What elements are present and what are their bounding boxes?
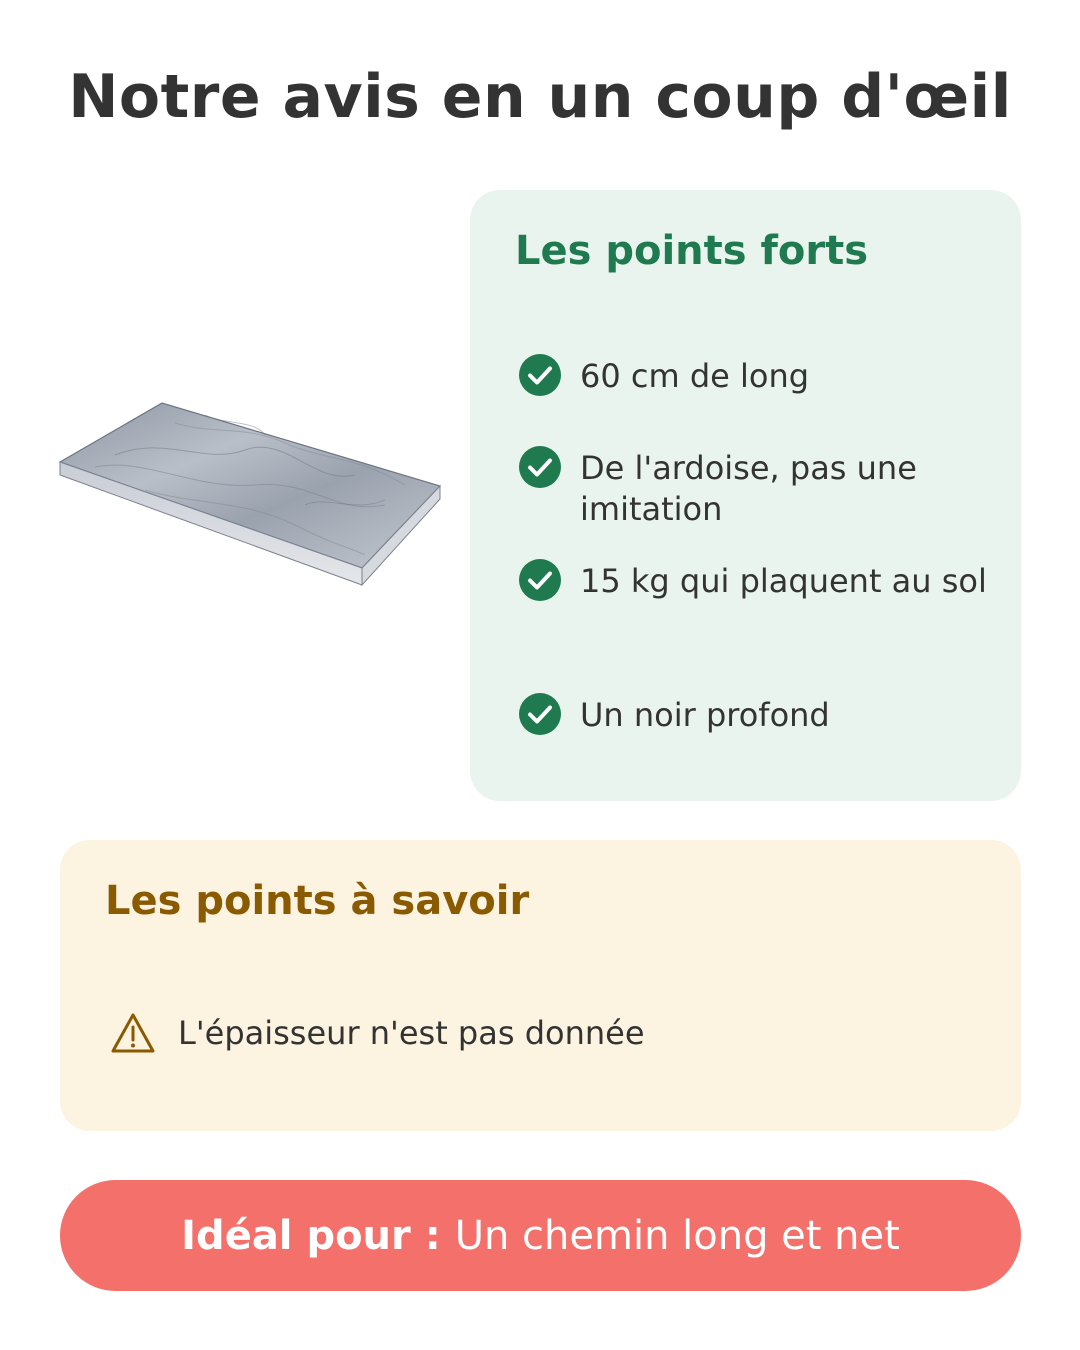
list-item — [518, 448, 988, 530]
list-item — [518, 561, 988, 602]
pro-text: De l'ardoise, pas une imitation — [580, 449, 917, 528]
pro-text: 15 kg qui plaquent au sol — [580, 562, 987, 600]
product-image-slate-tile — [55, 395, 445, 595]
ideal-value: Un chemin long et net — [454, 1212, 900, 1259]
pros-title: Les points forts — [515, 228, 869, 274]
check-circle-icon — [518, 558, 562, 602]
list-item — [110, 1012, 645, 1054]
pros-card — [470, 190, 1021, 801]
cons-title: Les points à savoir — [105, 878, 530, 924]
pro-text: 60 cm de long — [580, 357, 810, 395]
con-text: L'épaisseur n'est pas donnée — [178, 1014, 645, 1052]
page-title: Notre avis en un coup d'œil — [68, 62, 1012, 132]
check-circle-icon — [518, 692, 562, 736]
check-circle-icon — [518, 353, 562, 397]
pro-text: Un noir profond — [580, 696, 830, 734]
list-item — [518, 356, 988, 397]
list-item — [518, 695, 988, 736]
warning-icon — [110, 1012, 156, 1054]
ideal-for-banner — [60, 1180, 1021, 1291]
check-circle-icon — [518, 445, 562, 489]
cons-card — [60, 840, 1021, 1131]
ideal-label: Idéal pour : — [181, 1212, 441, 1259]
